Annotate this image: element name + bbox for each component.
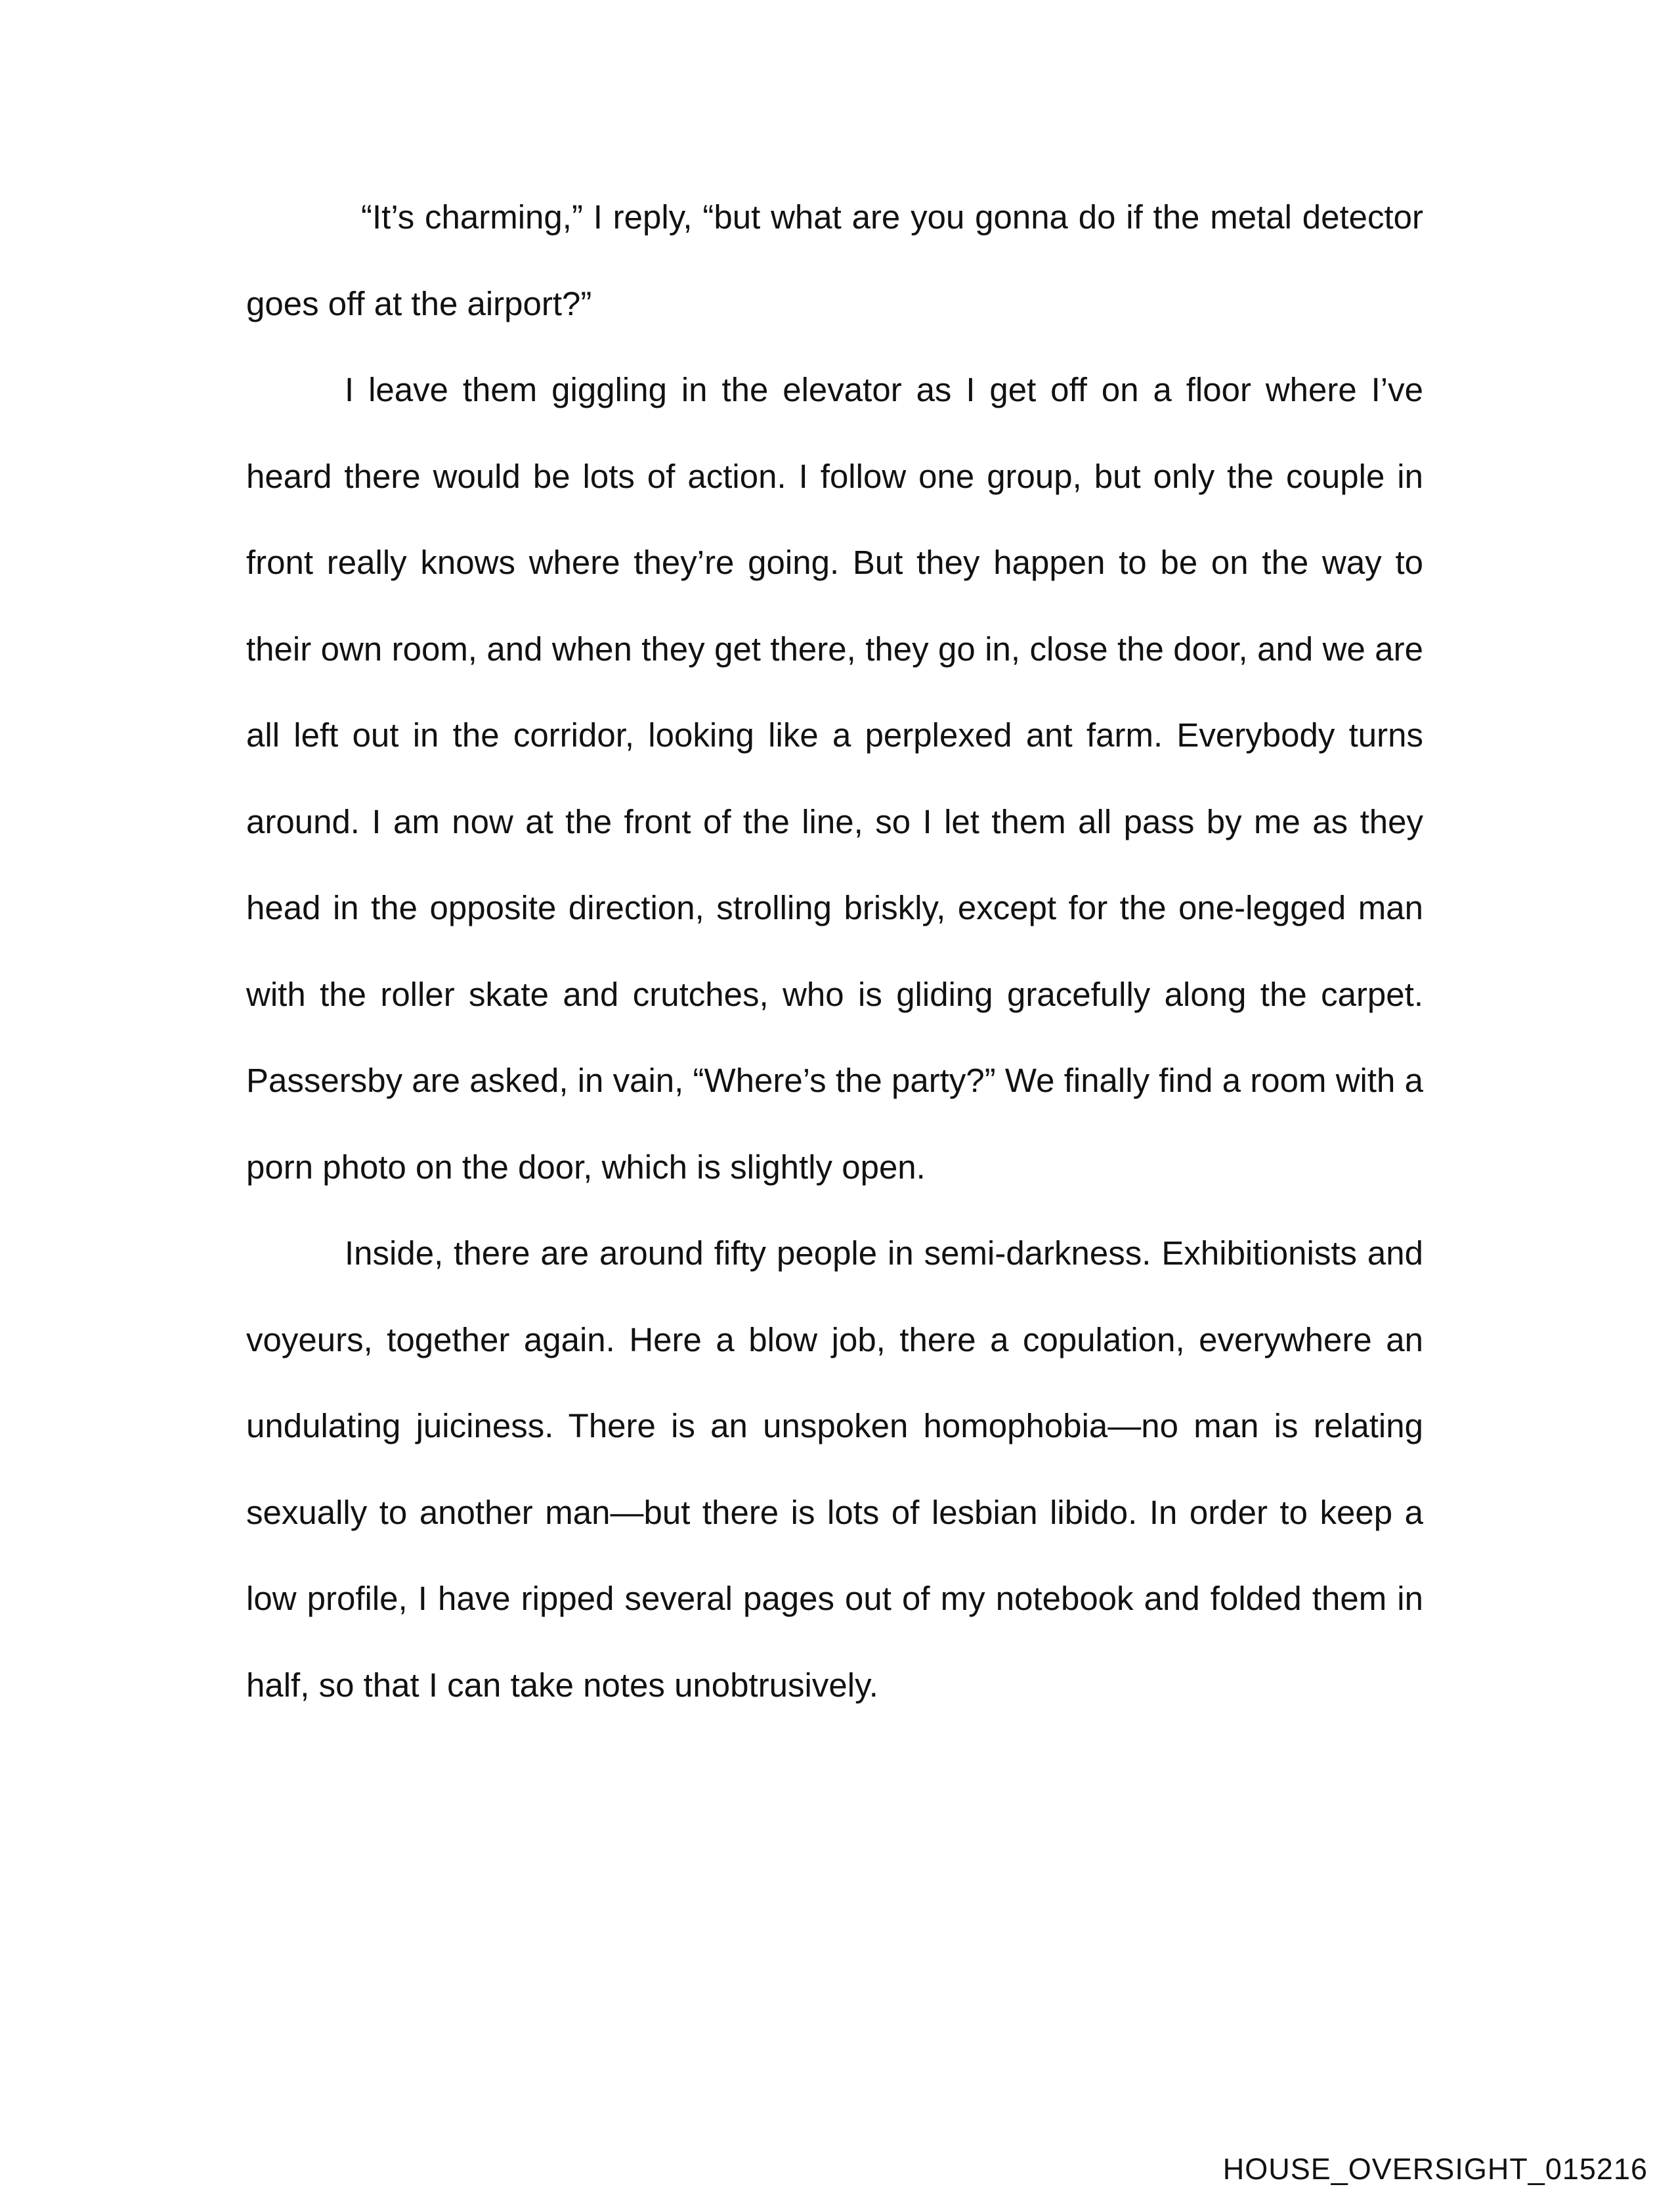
body-text — [246, 174, 1423, 1728]
paragraph-2: I leave them giggling in the elevator as I get off on a floor where I’ve heard there would be lots of action. I follow one group, but only the couple in front really knows where they’re going. But they happen to be on the way to their own room, and when they get there, they go in, close the door, and we are all left out in the corridor, looking like a perplexed ant farm. Everybody turns around. I am now at the front of the line, so I let them all pass by me as they head in the opposite direction, strolling briskly, except for the one-legged man with the roller skate and crutches, who is gliding gracefully along the carpet. Passersby are asked, in vain, “Where’s the party?” We finally find a room with a porn photo on the door, which is slightly open. — [246, 371, 1423, 1186]
bates-number: HOUSE_OVERSIGHT_015216 — [1222, 2152, 1648, 2186]
paragraph-1: “It’s charming,” I reply, “but what are you gonna do if the metal detector goes off at the airport?” — [246, 198, 1423, 322]
paragraph-3: Inside, there are around fifty people in semi-darkness. Exhibitionists and voyeurs, together again. Here a blow job, there a copulation, everywhere an undulating juiciness. There is an unspoken homophobia—no man is relating sexually to another man—but there is lots of lesbian libido. In order to keep a low profile, I have ripped several pages out of my notebook and folded them in half, so that I can take notes unobtrusively. — [246, 1234, 1423, 1704]
